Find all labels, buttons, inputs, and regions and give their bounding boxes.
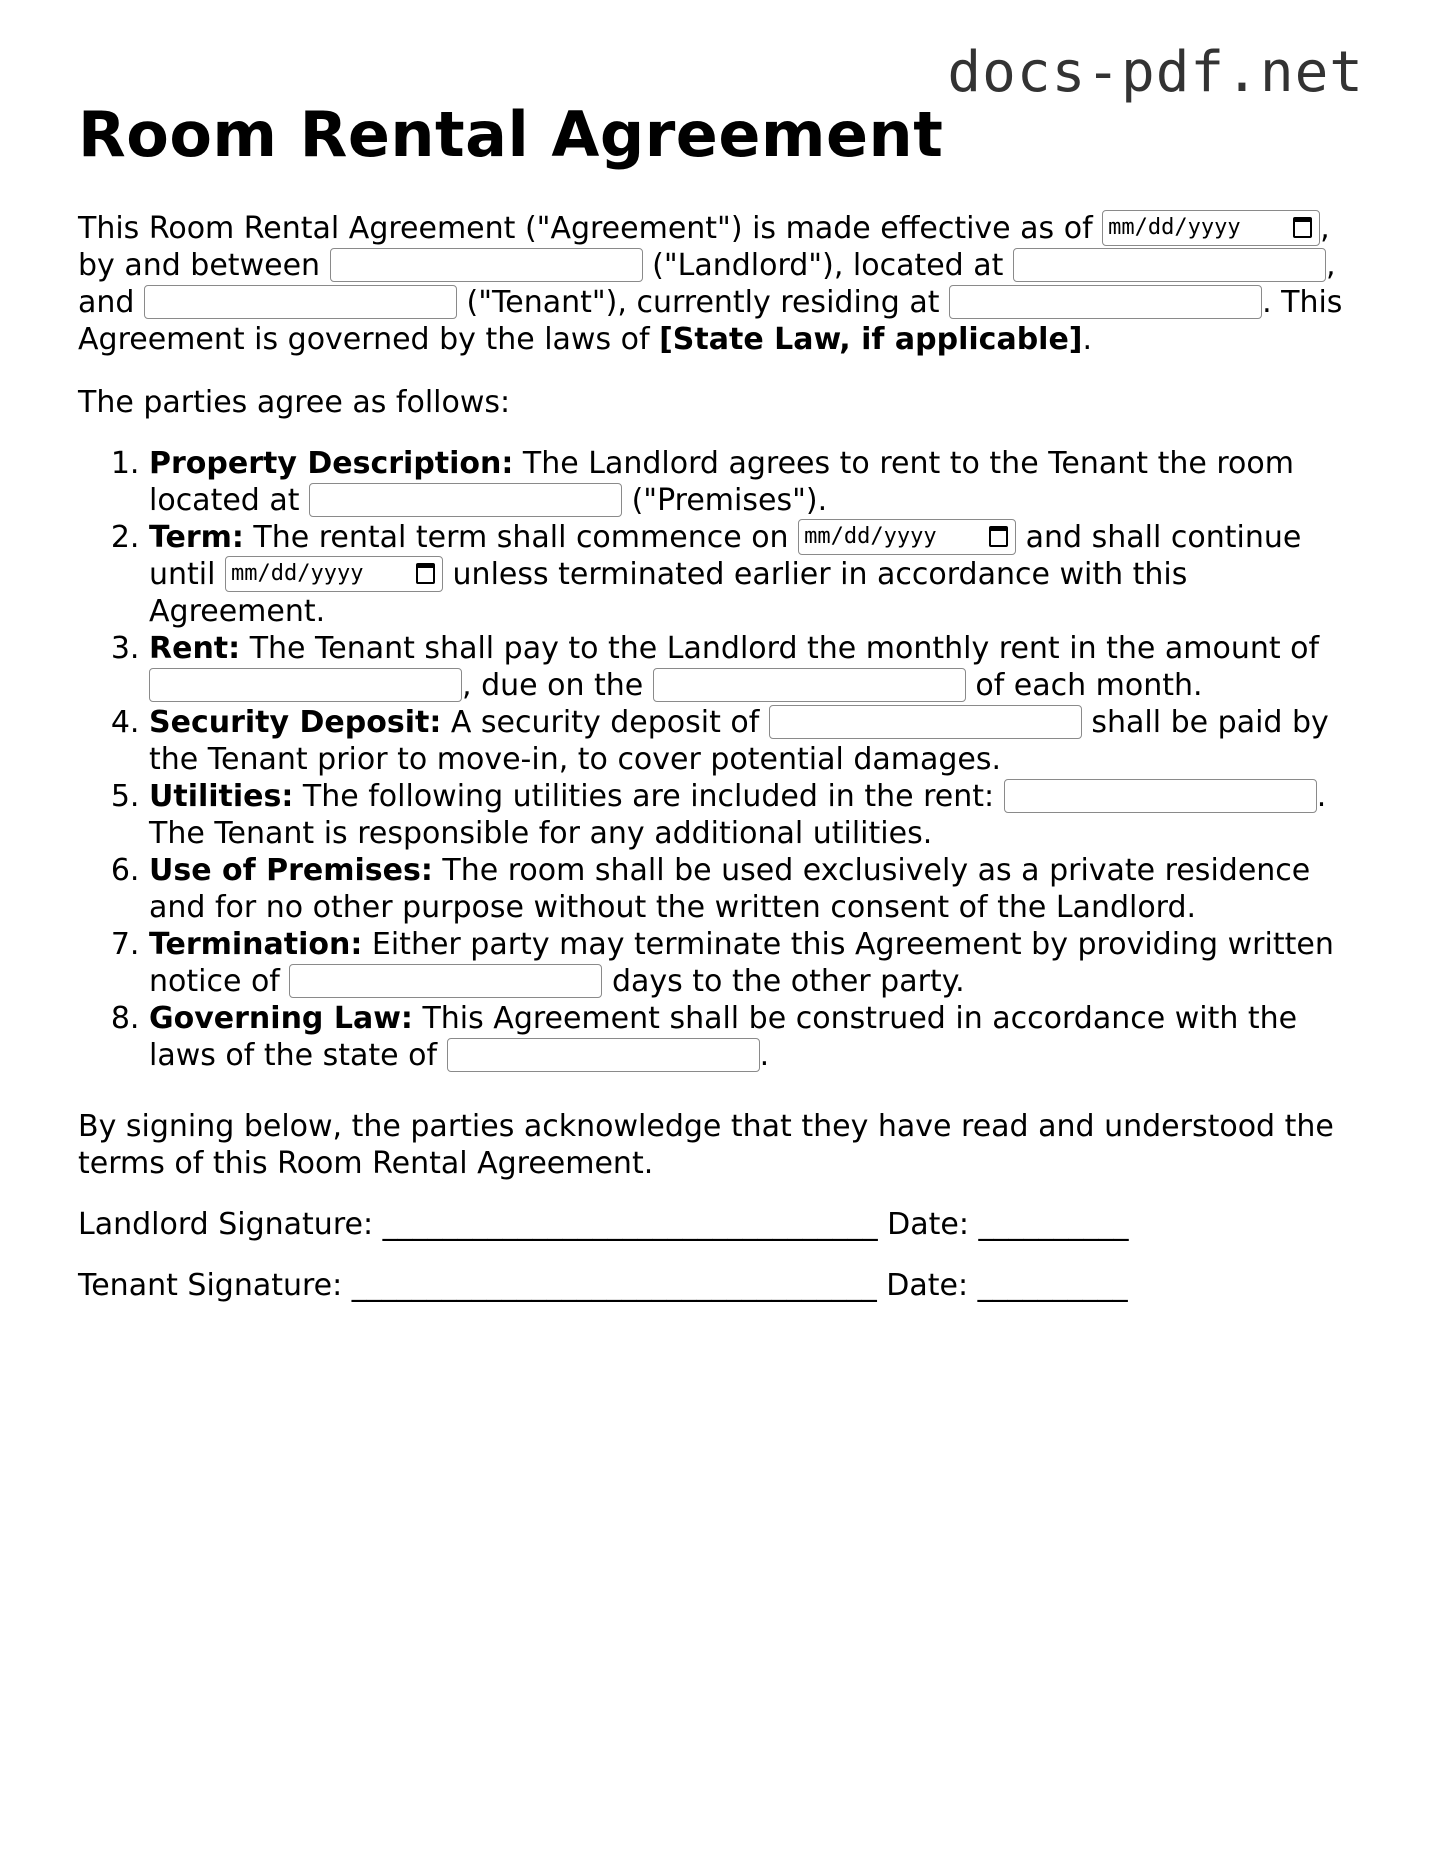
clause-security-deposit <box>149 704 1368 778</box>
clause-list <box>78 445 1368 1074</box>
calendar-icon[interactable] <box>989 526 1008 547</box>
acknowledgement-text: By signing below, the parties acknowledge that they have read and understood the terms of this Room Rental Agreement. <box>78 1109 1334 1181</box>
date-placeholder: mm/dd/yyyy <box>1108 215 1241 240</box>
rent-due-day-input[interactable] <box>653 668 966 702</box>
intro-text: This Room Rental Agreement ("Agreement") is made effective as of <box>78 211 1103 246</box>
date-placeholder: mm/dd/yyyy <box>804 524 937 549</box>
landlord-name-input[interactable] <box>330 248 643 282</box>
tenant-name-input[interactable] <box>144 285 457 319</box>
rent-amount-input[interactable] <box>149 668 462 702</box>
page-title: Room Rental Agreement <box>78 98 944 171</box>
intro-text: , by and between <box>78 211 1330 283</box>
clause-text: This Agreement shall be construed in accordance with the laws of the state of <box>149 1001 1298 1073</box>
clause-text: The Landlord agrees to rent to the Tenant the room located at <box>149 446 1294 518</box>
clause-use-of-premises <box>149 852 1368 926</box>
clause-title: Property Description: <box>149 446 514 481</box>
clause-title: Governing Law: <box>149 1001 413 1036</box>
document-page <box>78 96 1368 1304</box>
intro-text: . This Agreement is governed by the laws of <box>78 285 1343 357</box>
intro-text: ("Landlord"), located at <box>642 248 1013 283</box>
date-placeholder: mm/dd/yyyy <box>231 561 364 586</box>
agree-text: The parties agree as follows: <box>78 385 511 420</box>
clause-title: Termination: <box>149 927 363 962</box>
security-deposit-input[interactable] <box>769 705 1082 739</box>
tenant-signature-line: Tenant Signature: ___________________________________ Date: __________ <box>78 1268 1128 1303</box>
clause-text: The Tenant shall pay to the Landlord the monthly rent in the amount of <box>240 631 1320 666</box>
clause-text: . The Tenant is responsible for any additional utilities. <box>149 779 1327 851</box>
landlord-address-input[interactable] <box>1013 248 1326 282</box>
governing-state-input[interactable] <box>447 1038 760 1072</box>
notice-days-input[interactable] <box>289 964 602 998</box>
clause-title: Use of Premises: <box>149 853 433 888</box>
clause-text: shall be paid by the Tenant prior to move-in, to cover potential damages. <box>149 705 1329 777</box>
clause-text: . <box>759 1038 770 1073</box>
clause-text: The rental term shall commence on <box>243 520 799 555</box>
term-start-date-input[interactable] <box>798 519 1016 555</box>
intro-text: . <box>1082 322 1093 357</box>
clause-text: of each month. <box>965 668 1203 703</box>
clause-title: Utilities: <box>149 779 294 814</box>
utilities-input[interactable] <box>1004 779 1317 813</box>
clause-text: ("Premises"). <box>622 483 828 518</box>
clause-termination <box>149 926 1368 1000</box>
clause-text: Either party may terminate this Agreement by providing written notice of <box>149 927 1334 999</box>
clause-rent <box>149 630 1368 704</box>
clause-text: A security deposit of <box>441 705 769 740</box>
clause-property-description <box>149 445 1368 519</box>
watermark: docs-pdf.net <box>947 40 1364 105</box>
intro-text: ("Tenant"), currently residing at <box>456 285 950 320</box>
clause-text: unless terminated earlier in accordance with this Agreement. <box>149 557 1188 629</box>
clause-text: and shall continue until <box>149 520 1302 592</box>
premises-location-input[interactable] <box>309 483 622 517</box>
clause-text: , due on the <box>462 668 653 703</box>
clause-title: Security Deposit: <box>149 705 442 740</box>
clause-title: Rent: <box>149 631 241 666</box>
clause-title: Term: <box>149 520 244 555</box>
effective-date-input[interactable] <box>1102 210 1320 246</box>
clause-term <box>149 519 1368 630</box>
clause-governing-law <box>149 1000 1368 1074</box>
tenant-address-input[interactable] <box>949 285 1262 319</box>
landlord-signature-line: Landlord Signature: _________________________________ Date: __________ <box>78 1207 1129 1242</box>
calendar-icon[interactable] <box>1293 217 1312 238</box>
intro-text: , and <box>78 248 1336 320</box>
clause-text: days to the other party. <box>602 964 965 999</box>
clause-utilities <box>149 778 1368 852</box>
clause-text: The following utilities are included in the rent: <box>293 779 1004 814</box>
term-end-date-input[interactable] <box>225 556 443 592</box>
intro-paragraph <box>78 210 1368 358</box>
clause-text: The room shall be used exclusively as a private residence and for no other purpose without the written consent of the Landlord. <box>149 853 1311 925</box>
state-law-placeholder: [State Law, if applicable] <box>659 322 1083 357</box>
calendar-icon[interactable] <box>416 563 435 584</box>
